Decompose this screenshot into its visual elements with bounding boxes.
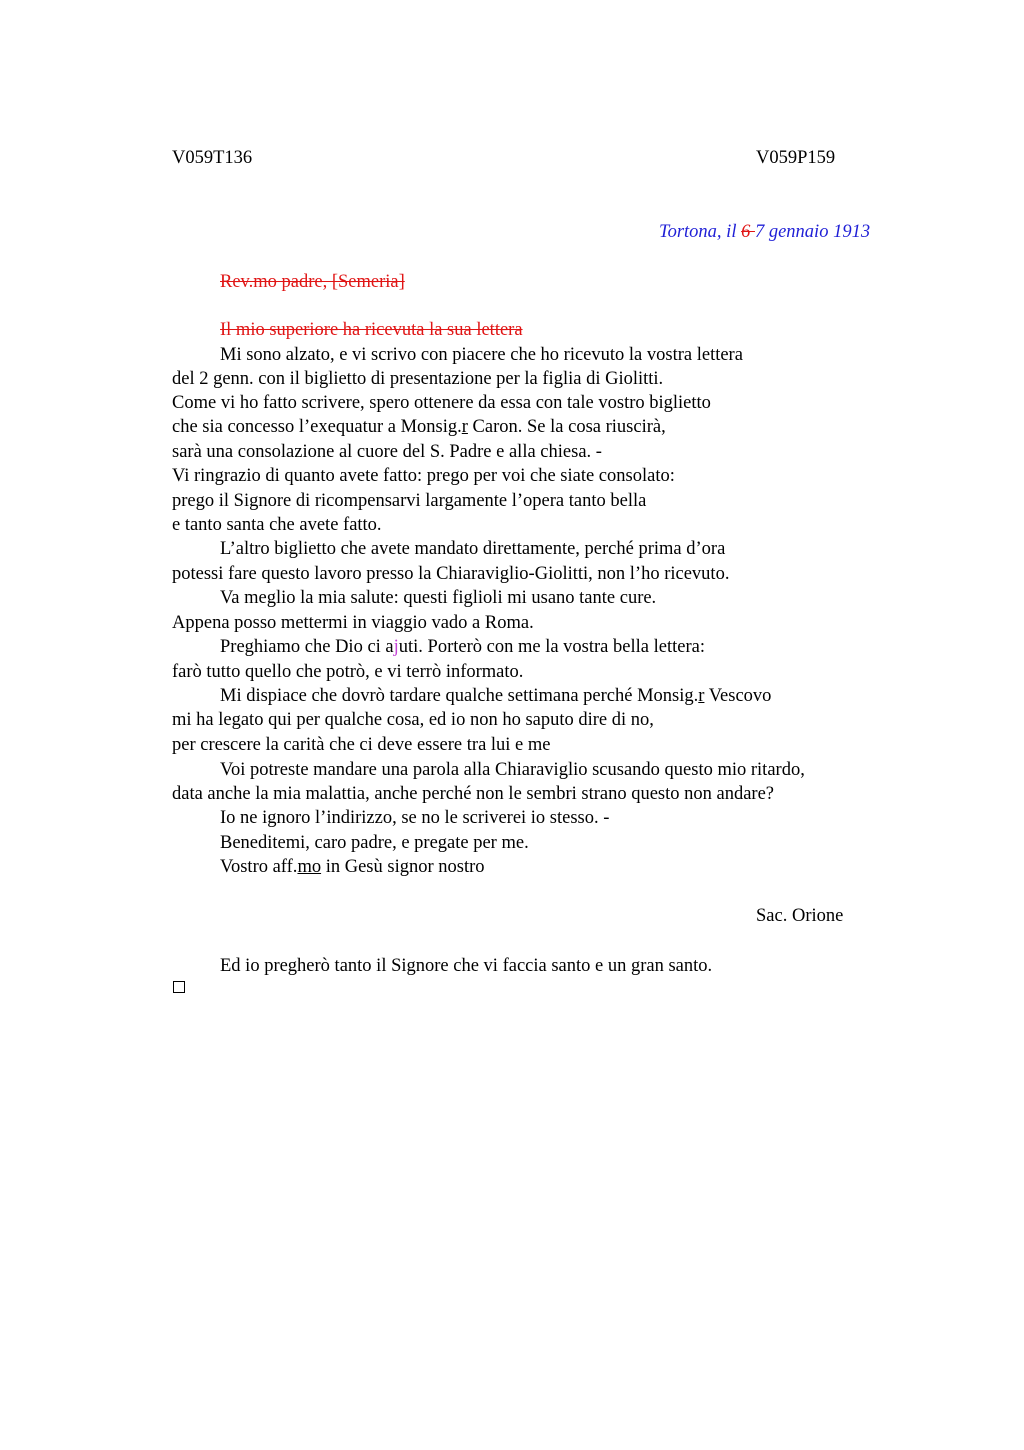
body-line-22-b: in Gesù signor nostro xyxy=(321,857,485,877)
body-line-4-b: Caron. Se la cosa riuscirà, xyxy=(467,417,666,437)
body-line-13-b: uti. Porterò con me la vostra bella lettera: xyxy=(398,637,705,657)
dateline-prefix: Tortona, il xyxy=(659,222,742,242)
deleted-line: Il mio superiore ha ricevuta la sua lettera xyxy=(220,320,523,340)
signature: Sac. Orione xyxy=(756,906,844,926)
body-line-4 xyxy=(172,415,666,439)
body-line-2: del 2 genn. con il biglietto di presentazione per la figlia di Giolitti. xyxy=(172,369,664,389)
body-line-20: Io ne ignoro l’indirizzo, se no le scriverei io stesso. - xyxy=(220,808,610,828)
body-line-15 xyxy=(220,684,771,708)
body-line-1: Mi sono alzato, e vi scrivo con piacere che ho ricevuto la vostra lettera xyxy=(220,345,743,365)
body-line-10: potessi fare questo lavoro presso la Chiaraviglio-Giolitti, non l’ho ricevuto. xyxy=(172,564,730,584)
dateline xyxy=(659,220,870,244)
body-line-15-b: Vescovo xyxy=(704,686,772,706)
body-line-6: Vi ringrazio di quanto avete fatto: prego per voi che siate consolato: xyxy=(172,466,675,486)
body-line-15-r: r xyxy=(698,686,705,706)
body-line-7: prego il Signore di ricompensarvi largamente l’opera tanto bella xyxy=(172,491,647,511)
body-line-4-a: che sia concesso l’exequatur a Monsig. xyxy=(172,417,462,437)
body-line-13 xyxy=(220,635,705,659)
body-line-8: e tanto santa che avete fatto. xyxy=(172,515,382,535)
body-line-13-a: Preghiamo che Dio ci a xyxy=(220,637,394,657)
body-line-13-j: j xyxy=(393,637,399,657)
body-line-12: Appena posso mettermi in viaggio vado a Roma. xyxy=(172,613,534,633)
body-line-18: Voi potreste mandare una parola alla Chiaraviglio scusando questo mio ritardo, xyxy=(220,760,805,780)
body-line-16: mi ha legato qui per qualche cosa, ed io non ho saputo dire di no, xyxy=(172,710,654,730)
body-line-11: Va meglio la mia salute: questi figlioli mi usano tante cure. xyxy=(220,588,657,608)
body-line-3: Come vi ho fatto scrivere, spero ottenere da essa con tale vostro biglietto xyxy=(172,393,711,413)
body-line-21: Beneditemi, caro padre, e pregate per me. xyxy=(220,833,529,853)
body-line-22-a: Vostro aff. xyxy=(220,857,298,877)
body-line-9: L’altro biglietto che avete mandato direttamente, perché prima d’ora xyxy=(220,539,726,559)
body-line-15-a: Mi dispiace che dovrò tardare qualche settimana perché Monsig. xyxy=(220,686,699,706)
deleted-salutation: Rev.mo padre, [Semeria] xyxy=(220,272,405,292)
header-left-code: V059T136 xyxy=(172,148,253,168)
body-line-5: sarà una consolazione al cuore del S. Padre e alla chiesa. - xyxy=(172,442,602,462)
dateline-deleted-day: 6 xyxy=(741,222,755,242)
header-right-code: V059P159 xyxy=(756,148,836,168)
body-line-22-mo: mo xyxy=(297,857,322,877)
body-line-4-r: r xyxy=(461,417,468,437)
body-line-14: farò tutto quello che potrò, e vi terrò informato. xyxy=(172,662,524,682)
postscript: Ed io pregherò tanto il Signore che vi faccia santo e un gran santo. xyxy=(220,956,713,976)
body-line-22 xyxy=(220,855,485,879)
body-line-19: data anche la mia malattia, anche perché non le sembri strano questo non andare? xyxy=(172,784,775,804)
checkbox-glyph-icon xyxy=(173,981,185,993)
body-line-17: per crescere la carità che ci deve essere tra lui e me xyxy=(172,735,551,755)
dateline-rest: 7 gennaio 1913 xyxy=(754,222,871,242)
